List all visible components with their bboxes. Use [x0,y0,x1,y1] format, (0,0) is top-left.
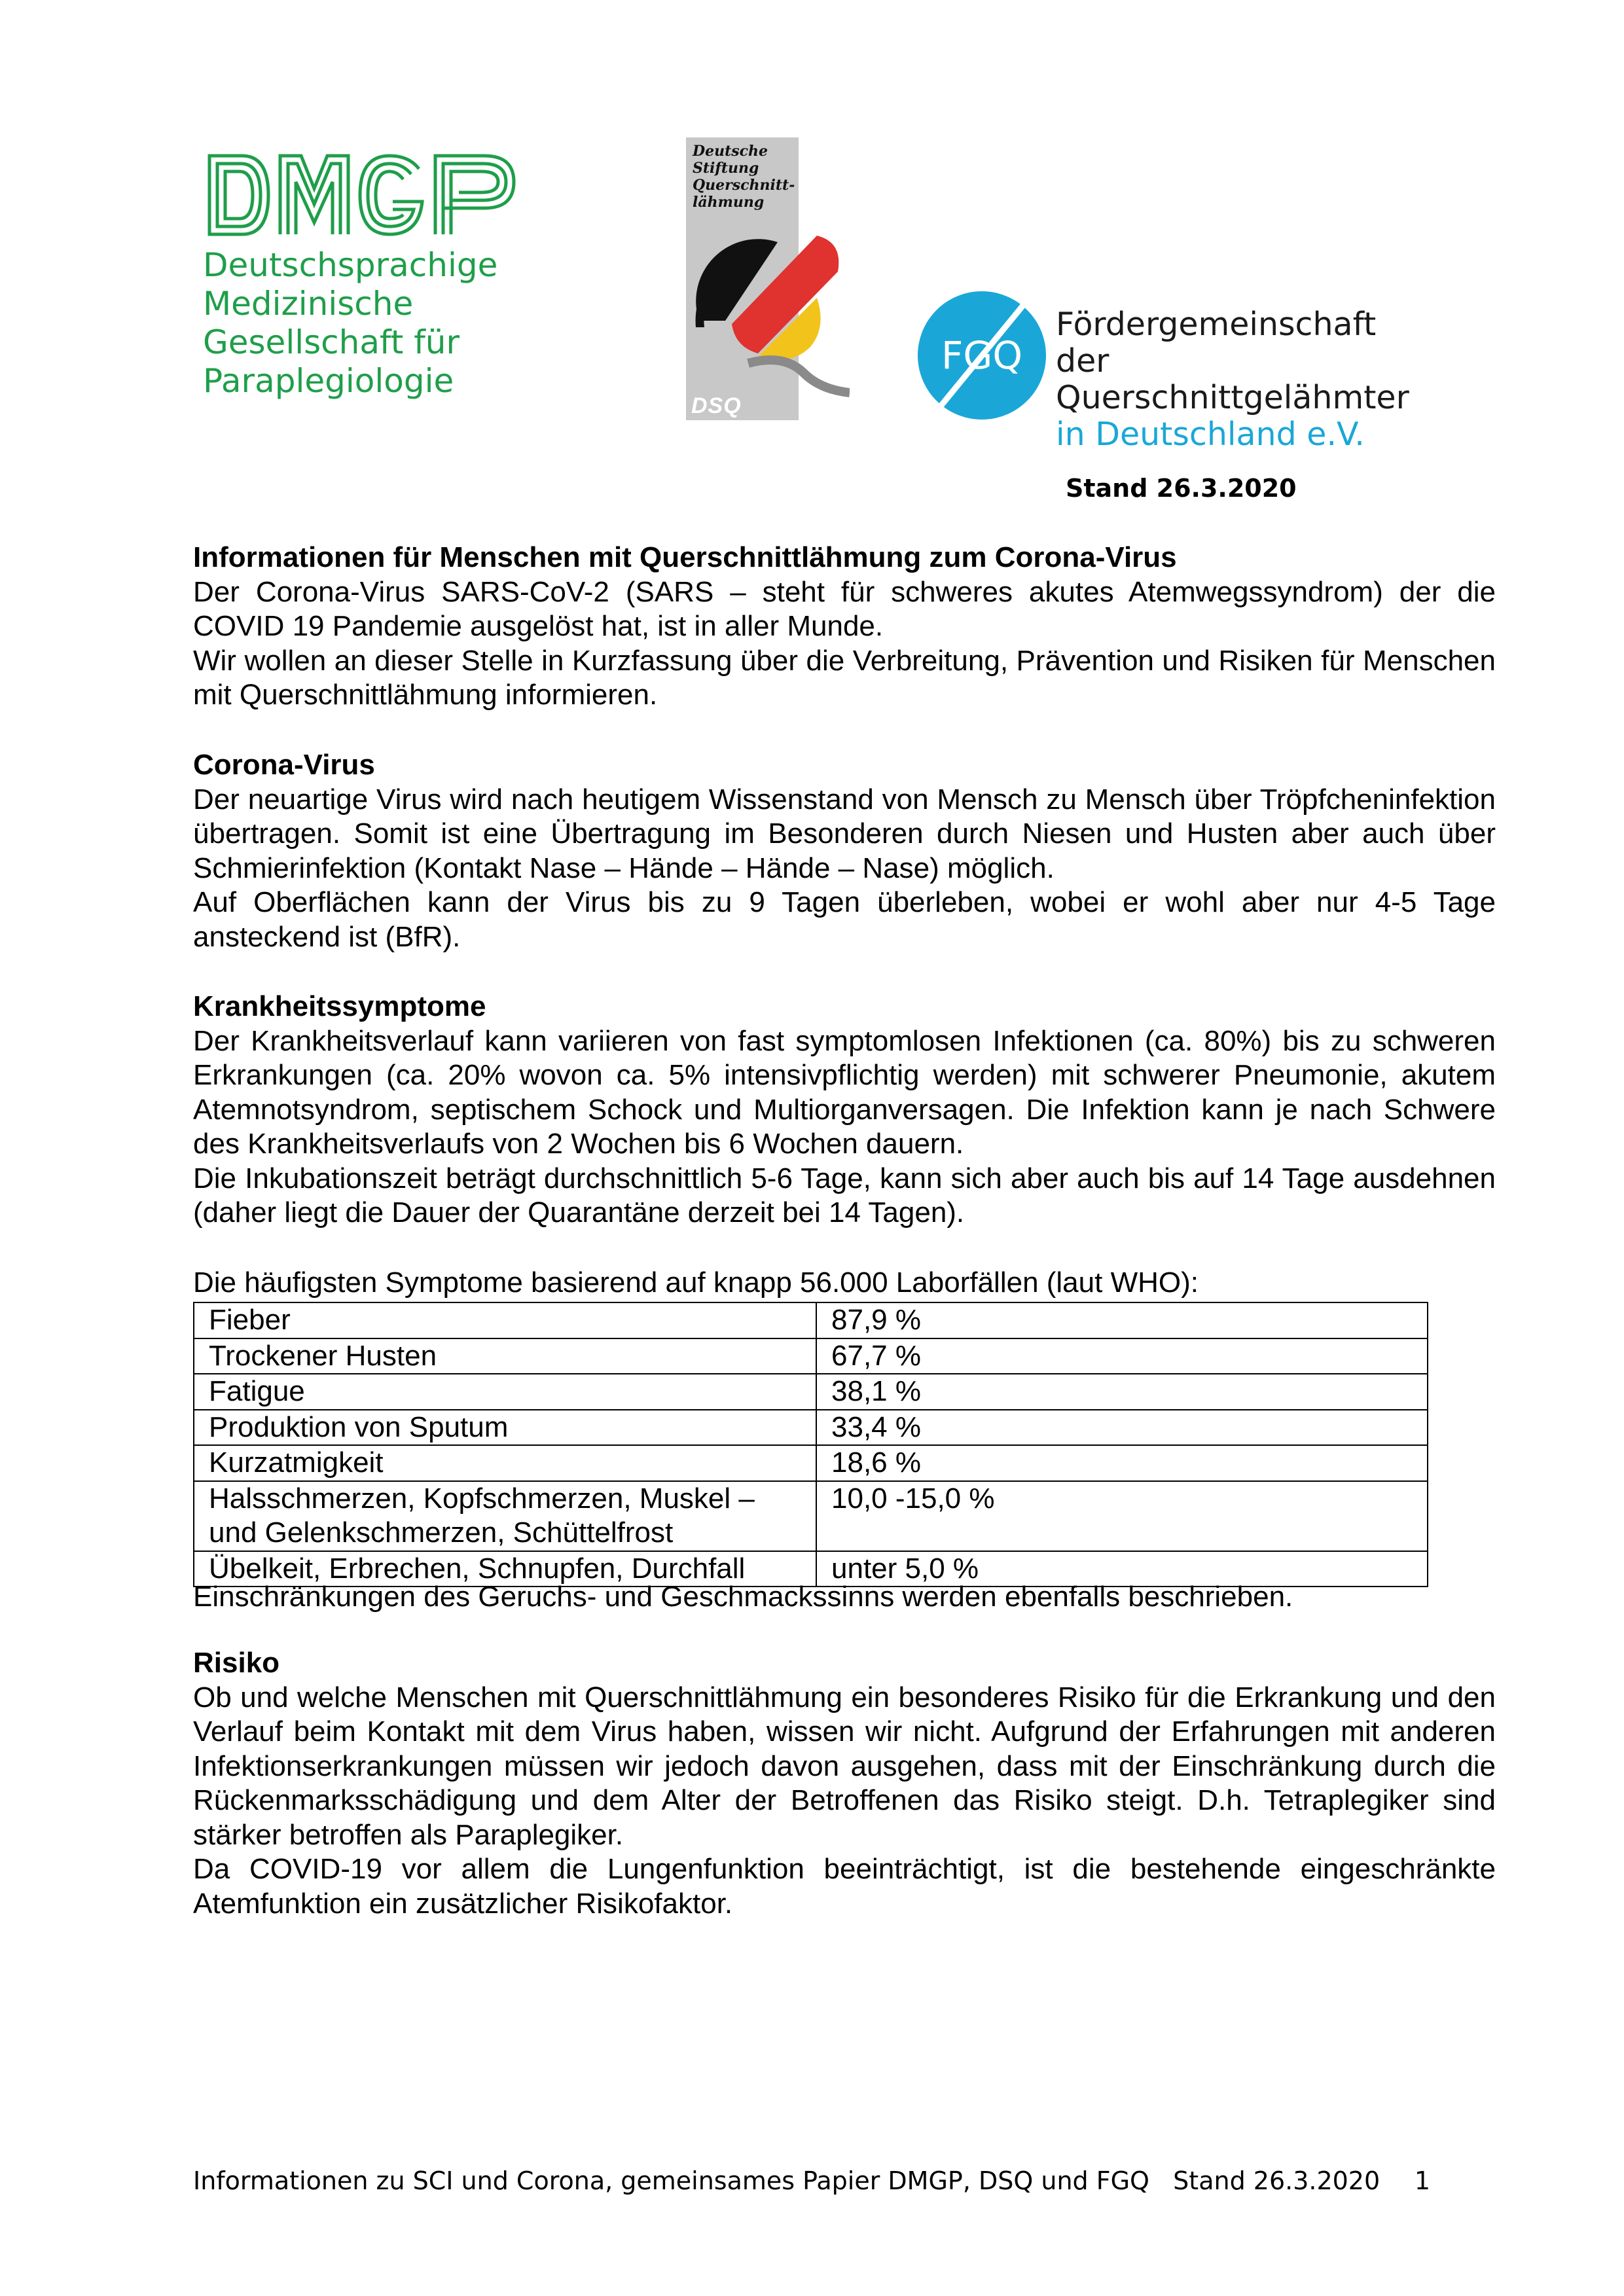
fgq-mark: FGQ [941,333,1022,378]
page-number: 1 [1414,2166,1430,2195]
dsq-line-3: Querschnitt- [693,177,795,194]
symptom-table [193,1302,1428,1587]
corona-paragraph-2: Auf Oberflächen kann der Virus bis zu 9 Tagen überleben, wobei er wohl aber nur 4-5 Tage ansteckend ist (BfR). [193,886,1496,953]
dmgp-line-4: Paraplegiologie [203,362,454,400]
symptom-cell: Fatigue [194,1374,816,1410]
corona-heading: Corona-Virus [193,749,375,781]
value-cell: 18,6 % [816,1445,1428,1481]
risk-heading: Risiko [193,1647,280,1679]
dmgp-wordmark-icon [203,149,524,241]
dmgp-logo [203,149,530,424]
dsq-line-2: Stiftung [693,160,759,177]
dsq-mark: DSQ [691,393,742,418]
corona-section [193,748,1496,954]
table-row [194,1302,1428,1338]
value-cell: unter 5,0 % [816,1551,1428,1587]
value-cell: 38,1 % [816,1374,1428,1410]
symptom-cell: Trockener Husten [194,1338,816,1374]
risk-paragraph-1: Ob und welche Menschen mit Querschnittlähmung ein besonderes Risiko für die Erkrankung und den Verlauf beim Kontakt mit dem Virus haben, wissen wir nicht. Aufgrund der Erfahrungen mit anderen Infektionserkrankungen müssen wir jedoch davon ausgehen, dass mit der Einschränkung durch die Rückenmarksschädigung und dem Alter der Betroffenen das Risiko steigt. D.h. Tetraplegiker sind stärker betroffen als Paraplegiker. [193,1681,1496,1851]
symptoms-paragraph-1: Der Krankheitsverlauf kann variieren von fast symptomlosen Infektionen (ca. 80%) bis zu schweren Erkrankungen (ca. 20% wovon ca. 5% intensivpflichtig werden) mit schwerer Pneumonie, akutem Atemnotsyndrom, septischem Schock und Multiorganversagen. Die Infektion kann je nach Schwere des Krankheitsverlaufs von 2 Wochen bis 6 Wochen dauern. [193,1024,1496,1160]
symptom-cell: Übelkeit, Erbrechen, Schnupfen, Durchfall [194,1551,816,1587]
risk-section [193,1646,1496,1921]
corona-paragraph-1: Der neuartige Virus wird nach heutigem Wissenstand von Mensch zu Mensch über Tröpfcheninfektion übertragen. Somit ist eine Übertragung im Besonderen durch Niesen und Husten aber auch über Schmierinfektion (Kontakt Nase – Hände – Hände – Nase) möglich. [193,783,1496,884]
intro-paragraph-1: Der Corona-Virus SARS-CoV-2 (SARS – steht für schweres akutes Atemwegssyndrom) der die COVID 19 Pandemie ausgelöst hat, ist in aller Munde. [193,575,1496,642]
symptoms-heading: Krankheitssymptome [193,990,486,1022]
footer-text: Informationen zu SCI und Corona, gemeinsames Papier DMGP, DSQ und FGQ Stand 26.3.2020 [193,2166,1380,2195]
intro-heading: Informationen für Menschen mit Querschnittlähmung zum Corona-Virus [193,541,1177,573]
fgq-line-2: der Querschnittgelähmter [1056,342,1409,416]
table-intro: Die häufigsten Symptome basierend auf knapp 56.000 Laborfällen (laut WHO): [193,1266,1199,1299]
symptom-cell: Produktion von Sputum [194,1410,816,1446]
stand-date: Stand 26.3.2020 [1066,474,1297,503]
symptom-cell: Kurzatmigkeit [194,1445,816,1481]
footer [193,2166,1430,2195]
dsq-line-1: Deutsche [693,143,768,160]
value-cell: 67,7 % [816,1338,1428,1374]
after-table-block [193,1580,1496,1615]
symptoms-section [193,990,1496,1230]
intro-paragraph-2: Wir wollen an dieser Stelle in Kurzfassung über die Verbreitung, Prävention und Risiken für Menschen mit Querschnittlähmung informieren. [193,644,1496,711]
fgq-line-3: in Deutschland e.V. [1056,416,1365,453]
dsq-logo [686,137,850,420]
dmgp-line-2: Medizinische [203,285,414,323]
value-cell: 33,4 % [816,1410,1428,1446]
table-row [194,1481,1428,1551]
fgq-logo [913,287,1463,453]
value-cell: 10,0 -15,0 % [816,1481,1428,1551]
after-table-note: Einschränkungen des Geruchs- und Geschmackssinns werden ebenfalls beschrieben. [193,1581,1293,1613]
value-cell: 87,9 % [816,1302,1428,1338]
symptom-cell: Halsschmerzen, Kopfschmerzen, Muskel – und Gelenkschmerzen, Schüttelfrost [194,1481,816,1551]
fgq-line-1: Fördergemeinschaft [1056,306,1377,343]
table-intro-block [193,1266,1496,1300]
fgq-circle-icon [913,287,1051,424]
table-row [194,1445,1428,1481]
symptom-cell: Fieber [194,1302,816,1338]
table-row [194,1410,1428,1446]
intro-section [193,541,1496,713]
table-row [194,1374,1428,1410]
table-row [194,1338,1428,1374]
dmgp-line-1: Deutschsprachige [203,246,498,284]
dmgp-line-3: Gesellschaft für [203,323,460,361]
symptoms-paragraph-2: Die Inkubationszeit beträgt durchschnittlich 5-6 Tage, kann sich aber auch bis auf 14 Tage ausdehnen (daher liegt die Dauer der Quarantäne derzeit bei 14 Tagen). [193,1162,1496,1229]
dsq-line-4: lähmung [693,194,765,211]
risk-paragraph-2: Da COVID-19 vor allem die Lungenfunktion beeinträchtigt, ist die bestehende eingeschränkte Atemfunktion ein zusätzlicher Risikofaktor. [193,1853,1496,1920]
